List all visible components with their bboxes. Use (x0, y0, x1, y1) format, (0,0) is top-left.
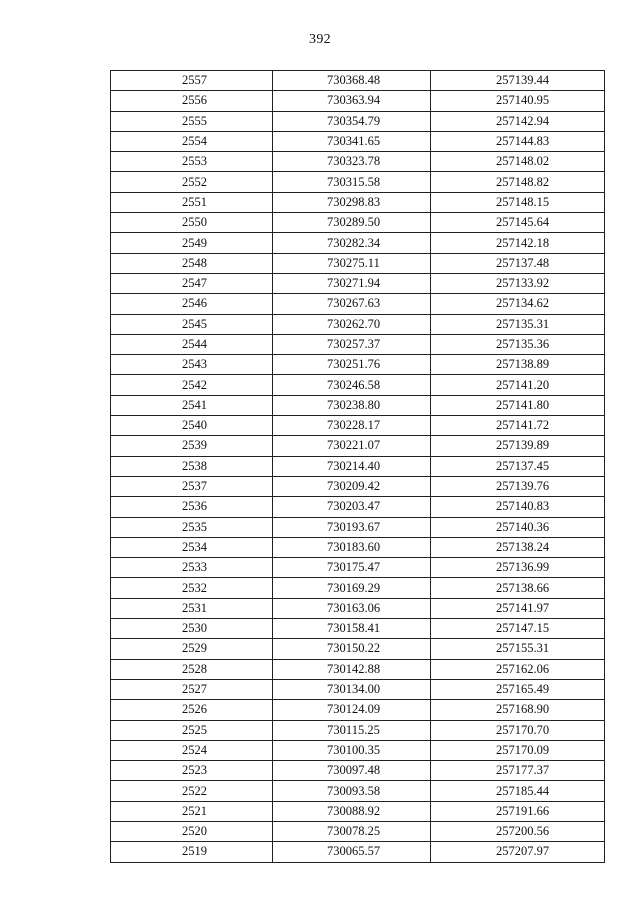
point-number-cell: 2536 (111, 497, 273, 517)
table-row (111, 233, 605, 253)
point-number-cell: 2540 (111, 416, 273, 436)
y-coordinate-cell: 257139.89 (431, 436, 605, 456)
x-coordinate-cell: 730298.83 (273, 192, 431, 212)
y-coordinate-cell: 257142.94 (431, 111, 605, 131)
x-coordinate-cell: 730124.09 (273, 700, 431, 720)
y-coordinate-cell: 257207.97 (431, 842, 605, 862)
table-row (111, 111, 605, 131)
x-coordinate-cell: 730097.48 (273, 761, 431, 781)
x-coordinate-cell: 730169.29 (273, 578, 431, 598)
x-coordinate-cell: 730257.37 (273, 334, 431, 354)
table-row (111, 91, 605, 111)
x-coordinate-cell: 730078.25 (273, 821, 431, 841)
table-row (111, 578, 605, 598)
y-coordinate-cell: 257155.31 (431, 639, 605, 659)
x-coordinate-cell: 730238.80 (273, 395, 431, 415)
point-number-cell: 2550 (111, 213, 273, 233)
point-number-cell: 2526 (111, 700, 273, 720)
table-row (111, 253, 605, 273)
y-coordinate-cell: 257148.15 (431, 192, 605, 212)
y-coordinate-cell: 257138.89 (431, 355, 605, 375)
y-coordinate-cell: 257140.83 (431, 497, 605, 517)
table-row (111, 334, 605, 354)
y-coordinate-cell: 257135.31 (431, 314, 605, 334)
table-row (111, 842, 605, 862)
table-row (111, 801, 605, 821)
point-number-cell: 2548 (111, 253, 273, 273)
table-row (111, 152, 605, 172)
point-number-cell: 2551 (111, 192, 273, 212)
point-number-cell: 2553 (111, 152, 273, 172)
table-row (111, 192, 605, 212)
coordinates-table (110, 70, 605, 863)
x-coordinate-cell: 730315.58 (273, 172, 431, 192)
x-coordinate-cell: 730134.00 (273, 679, 431, 699)
y-coordinate-cell: 257141.80 (431, 395, 605, 415)
x-coordinate-cell: 730289.50 (273, 213, 431, 233)
y-coordinate-cell: 257135.36 (431, 334, 605, 354)
y-coordinate-cell: 257138.66 (431, 578, 605, 598)
x-coordinate-cell: 730271.94 (273, 273, 431, 293)
table-row (111, 679, 605, 699)
x-coordinate-cell: 730142.88 (273, 659, 431, 679)
y-coordinate-cell: 257141.97 (431, 598, 605, 618)
point-number-cell: 2525 (111, 720, 273, 740)
y-coordinate-cell: 257139.76 (431, 476, 605, 496)
table-row (111, 476, 605, 496)
table-row (111, 720, 605, 740)
table-row (111, 619, 605, 639)
coordinates-table-body (111, 71, 605, 863)
point-number-cell: 2556 (111, 91, 273, 111)
y-coordinate-cell: 257191.66 (431, 801, 605, 821)
point-number-cell: 2543 (111, 355, 273, 375)
x-coordinate-cell: 730203.47 (273, 497, 431, 517)
x-coordinate-cell: 730228.17 (273, 416, 431, 436)
point-number-cell: 2547 (111, 273, 273, 293)
point-number-cell: 2555 (111, 111, 273, 131)
table-row (111, 821, 605, 841)
table-row (111, 598, 605, 618)
point-number-cell: 2523 (111, 761, 273, 781)
table-row (111, 416, 605, 436)
point-number-cell: 2524 (111, 740, 273, 760)
table-row (111, 456, 605, 476)
table-row (111, 761, 605, 781)
point-number-cell: 2552 (111, 172, 273, 192)
x-coordinate-cell: 730246.58 (273, 375, 431, 395)
point-number-cell: 2537 (111, 476, 273, 496)
point-number-cell: 2530 (111, 619, 273, 639)
y-coordinate-cell: 257144.83 (431, 131, 605, 151)
table-row (111, 395, 605, 415)
point-number-cell: 2529 (111, 639, 273, 659)
table-row (111, 639, 605, 659)
table-row (111, 375, 605, 395)
x-coordinate-cell: 730341.65 (273, 131, 431, 151)
y-coordinate-cell: 257200.56 (431, 821, 605, 841)
y-coordinate-cell: 257168.90 (431, 700, 605, 720)
point-number-cell: 2539 (111, 436, 273, 456)
table-row (111, 517, 605, 537)
y-coordinate-cell: 257170.09 (431, 740, 605, 760)
point-number-cell: 2528 (111, 659, 273, 679)
page-number: 392 (309, 32, 331, 47)
y-coordinate-cell: 257165.49 (431, 679, 605, 699)
y-coordinate-cell: 257148.82 (431, 172, 605, 192)
point-number-cell: 2533 (111, 558, 273, 578)
table-row (111, 740, 605, 760)
y-coordinate-cell: 257170.70 (431, 720, 605, 740)
table-row (111, 537, 605, 557)
table-row (111, 294, 605, 314)
point-number-cell: 2522 (111, 781, 273, 801)
y-coordinate-cell: 257139.44 (431, 71, 605, 91)
x-coordinate-cell: 730262.70 (273, 314, 431, 334)
point-number-cell: 2557 (111, 71, 273, 91)
y-coordinate-cell: 257137.48 (431, 253, 605, 273)
table-row (111, 355, 605, 375)
x-coordinate-cell: 730363.94 (273, 91, 431, 111)
table-row (111, 497, 605, 517)
x-coordinate-cell: 730221.07 (273, 436, 431, 456)
y-coordinate-cell: 257137.45 (431, 456, 605, 476)
table-row (111, 172, 605, 192)
point-number-cell: 2542 (111, 375, 273, 395)
point-number-cell: 2545 (111, 314, 273, 334)
y-coordinate-cell: 257140.36 (431, 517, 605, 537)
table-row (111, 436, 605, 456)
point-number-cell: 2554 (111, 131, 273, 151)
x-coordinate-cell: 730183.60 (273, 537, 431, 557)
x-coordinate-cell: 730275.11 (273, 253, 431, 273)
x-coordinate-cell: 730282.34 (273, 233, 431, 253)
x-coordinate-cell: 730065.57 (273, 842, 431, 862)
y-coordinate-cell: 257148.02 (431, 152, 605, 172)
point-number-cell: 2521 (111, 801, 273, 821)
x-coordinate-cell: 730209.42 (273, 476, 431, 496)
y-coordinate-cell: 257141.20 (431, 375, 605, 395)
y-coordinate-cell: 257138.24 (431, 537, 605, 557)
table-row (111, 781, 605, 801)
y-coordinate-cell: 257147.15 (431, 619, 605, 639)
x-coordinate-cell: 730267.63 (273, 294, 431, 314)
point-number-cell: 2519 (111, 842, 273, 862)
y-coordinate-cell: 257177.37 (431, 761, 605, 781)
table-row (111, 273, 605, 293)
x-coordinate-cell: 730251.76 (273, 355, 431, 375)
x-coordinate-cell: 730368.48 (273, 71, 431, 91)
y-coordinate-cell: 257134.62 (431, 294, 605, 314)
table-row (111, 558, 605, 578)
table-row (111, 213, 605, 233)
table-row (111, 659, 605, 679)
point-number-cell: 2532 (111, 578, 273, 598)
y-coordinate-cell: 257136.99 (431, 558, 605, 578)
x-coordinate-cell: 730100.35 (273, 740, 431, 760)
y-coordinate-cell: 257162.06 (431, 659, 605, 679)
x-coordinate-cell: 730163.06 (273, 598, 431, 618)
point-number-cell: 2541 (111, 395, 273, 415)
x-coordinate-cell: 730323.78 (273, 152, 431, 172)
table-row (111, 314, 605, 334)
table-row (111, 131, 605, 151)
point-number-cell: 2535 (111, 517, 273, 537)
x-coordinate-cell: 730354.79 (273, 111, 431, 131)
point-number-cell: 2520 (111, 821, 273, 841)
x-coordinate-cell: 730193.67 (273, 517, 431, 537)
point-number-cell: 2538 (111, 456, 273, 476)
y-coordinate-cell: 257141.72 (431, 416, 605, 436)
point-number-cell: 2544 (111, 334, 273, 354)
x-coordinate-cell: 730150.22 (273, 639, 431, 659)
point-number-cell: 2534 (111, 537, 273, 557)
point-number-cell: 2546 (111, 294, 273, 314)
point-number-cell: 2531 (111, 598, 273, 618)
x-coordinate-cell: 730115.25 (273, 720, 431, 740)
point-number-cell: 2527 (111, 679, 273, 699)
table-row (111, 700, 605, 720)
x-coordinate-cell: 730175.47 (273, 558, 431, 578)
table-row (111, 71, 605, 91)
point-number-cell: 2549 (111, 233, 273, 253)
y-coordinate-cell: 257145.64 (431, 213, 605, 233)
y-coordinate-cell: 257185.44 (431, 781, 605, 801)
y-coordinate-cell: 257133.92 (431, 273, 605, 293)
x-coordinate-cell: 730088.92 (273, 801, 431, 821)
y-coordinate-cell: 257140.95 (431, 91, 605, 111)
x-coordinate-cell: 730158.41 (273, 619, 431, 639)
x-coordinate-cell: 730093.58 (273, 781, 431, 801)
x-coordinate-cell: 730214.40 (273, 456, 431, 476)
y-coordinate-cell: 257142.18 (431, 233, 605, 253)
